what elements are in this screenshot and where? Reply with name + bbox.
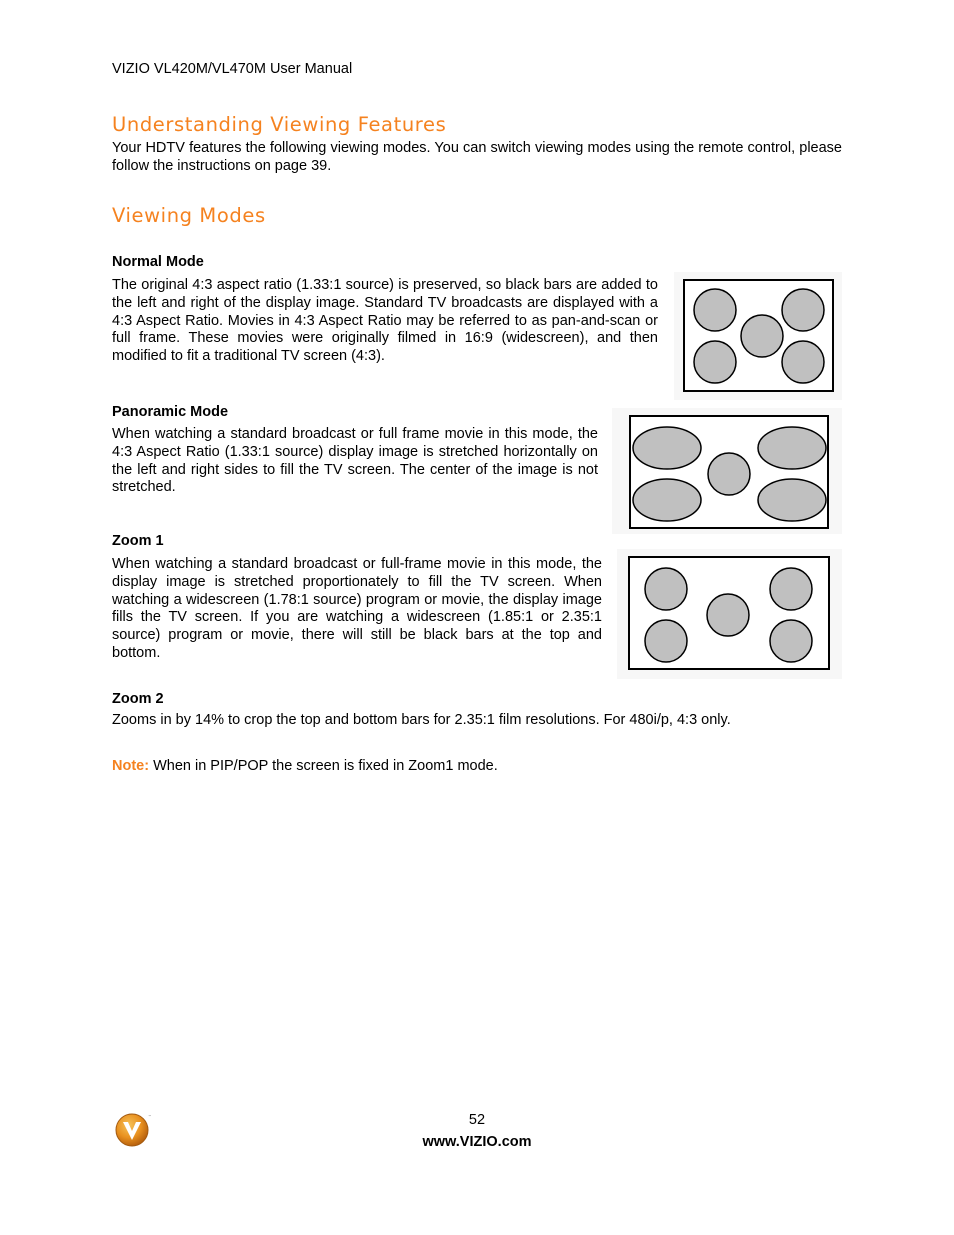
page-number: 52 (468, 1112, 486, 1128)
note-label: Note: (112, 758, 150, 774)
section-heading-viewing-modes: Viewing Modes (112, 204, 266, 227)
svg-text:™: ™ (148, 1114, 152, 1119)
footer-url: www.VIZIO.com (422, 1134, 532, 1150)
zoom1-diagram (617, 549, 842, 679)
intro-paragraph: Your HDTV features the following viewing modes. You can switch viewing modes using the remote control, please follow the instructions on page 39. (112, 140, 842, 174)
zoom1-text: When watching a standard broadcast or full-frame movie in this mode, the display image is stretched proportionately to fill the TV screen. When watching a widescreen (1.78:1 source) program or movie, the display image fills the TV screen. If you are watching a widescreen (1.85:1 or 2.35:1 source) program or movie, there will still be black bars at the top and bottom. (112, 556, 602, 661)
panoramic-mode-text: When watching a standard broadcast or full frame movie in this mode, the 4:3 Aspect Ratio (1.33:1 source) display image is stretched horizontally on the left and right sides to fill the TV screen. The center of the image is not stretched. (112, 426, 598, 496)
normal-mode-text: The original 4:3 aspect ratio (1.33:1 source) is preserved, so black bars are added to the left and right of the display image. Standard TV broadcasts are displayed with a 4:3 Aspect Ratio. Movies in 4:3 Aspect Ratio may be referred to as pan-and-scan or full frame. These movies were originally filmed in 16:9 (widescreen), and then modified to fit a traditional TV screen (4:3). (112, 277, 658, 365)
zoom2-title: Zoom 2 (112, 691, 164, 707)
panoramic-mode-diagram (612, 408, 842, 534)
zoom2-text: Zooms in by 14% to crop the top and bottom bars for 2.35:1 film resolutions. For 480i/p, 4:3 only. (112, 712, 731, 728)
normal-mode-title: Normal Mode (112, 254, 204, 270)
zoom1-title: Zoom 1 (112, 533, 164, 549)
note-text: When in PIP/POP the screen is fixed in Zoom1 mode. (149, 758, 498, 774)
normal-mode-diagram (674, 272, 842, 400)
panoramic-mode-title: Panoramic Mode (112, 404, 229, 420)
note (112, 758, 842, 776)
document-header: VIZIO VL420M/VL470M User Manual (112, 61, 353, 77)
section-heading-viewing-features: Understanding Viewing Features (112, 113, 447, 136)
